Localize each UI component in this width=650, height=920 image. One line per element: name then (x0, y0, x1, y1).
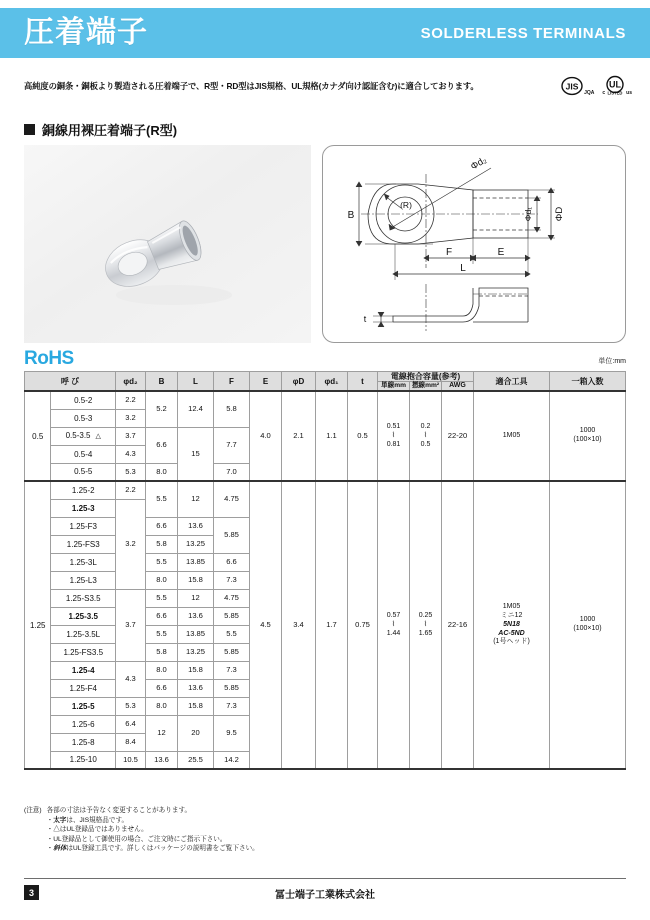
dim-cell-phi_d2: 4.3 (116, 445, 146, 463)
dim-cell-b: 6.6 (146, 517, 178, 535)
certification-marks (561, 75, 632, 97)
note-item-1: 各部の寸法は予告なく変更することがあります。 (46, 807, 192, 814)
capacity-strand-cell: 0.2 ⌇ 0.5 (410, 391, 442, 481)
footer-divider (24, 878, 626, 879)
intro-row (0, 66, 650, 106)
drawing-label-phi-d1: Φd₁ (523, 206, 533, 222)
dim-cell-b: 5.2 (146, 391, 178, 427)
jis-body-label: JQA (584, 90, 595, 96)
note-item-5: ・斜体はUL登録工具です。詳しくはパッケージの説明書をご覧下さい。 (46, 845, 259, 853)
col-header-e: E (250, 372, 282, 392)
dim-cell-phi_d2: 3.7 (116, 427, 146, 445)
drawing-label-phi-D: ΦD (554, 206, 565, 222)
dim-cell-b: 5.5 (146, 481, 178, 517)
capacity-strand-cell: 0.25 ⌇ 1.65 (410, 481, 442, 769)
ul-exclusion-mark-icon: △ (95, 433, 101, 441)
dim-cell-b: 5.5 (146, 589, 178, 607)
dim-cell-l: 15.8 (178, 571, 214, 589)
notes-label: (注意) (24, 807, 42, 814)
dim-cell-f: 7.3 (214, 571, 250, 589)
dim-cell-f: 9.5 (214, 715, 250, 751)
company-name: 冨士端子工業株式会社 (275, 890, 375, 901)
note-italic-term: 斜体 (53, 845, 67, 853)
terminal-name-cell: 1.25-F4 (51, 679, 116, 697)
page-header-banner (0, 8, 650, 58)
dim-cell-phi_d2: 4.3 (116, 661, 146, 697)
terminal-name-cell: 1.25-3.5 (51, 607, 116, 625)
dim-cell-l: 20 (178, 715, 214, 751)
dim-cell-b: 6.6 (146, 679, 178, 697)
svg-text:UL: UL (609, 79, 622, 90)
dim-cell-f: 7.3 (214, 697, 250, 715)
terminal-dimension-diagram (323, 146, 625, 342)
dim-cell-phi_d2: 5.3 (116, 463, 146, 481)
drawing-label-r: (R) (400, 200, 412, 210)
drawing-label-t: t (363, 314, 367, 324)
col-header-awg: AWG (442, 382, 474, 392)
ring-terminal-photo-icon (24, 145, 311, 343)
page-number: 3 (24, 885, 39, 900)
terminal-name-cell: 1.25-8 (51, 733, 116, 751)
dim-cell-f: 5.85 (214, 607, 250, 625)
dim-cell-l: 13.25 (178, 535, 214, 553)
dim-cell-l: 13.25 (178, 643, 214, 661)
dim-cell-f: 6.6 (214, 553, 250, 571)
terminal-name-cell: 1.25-F3 (51, 517, 116, 535)
tool-cell: 1M05 ミニ12 5N18 AC-5ND (1号ヘッド) (474, 481, 550, 769)
dim-cell-b: 5.8 (146, 535, 178, 553)
square-bullet-icon (24, 124, 35, 135)
dim-cell-l: 12 (178, 589, 214, 607)
dim-cell-f: 4.75 (214, 589, 250, 607)
col-header-box: 一箱入数 (550, 372, 626, 392)
dim-cell-b: 5.5 (146, 625, 178, 643)
rohs-badge: RoHS (24, 348, 74, 369)
table-head (25, 372, 626, 392)
notes-list (47, 806, 259, 854)
terminal-name-cell: 1.25-3 (51, 499, 116, 517)
dim-cell-b: 5.5 (146, 553, 178, 571)
note-item-4: ・UL登録品として御使用の場合、ご注文時にご指示下さい。 (46, 835, 227, 843)
table-row (25, 391, 626, 409)
col-header-f: F (214, 372, 250, 392)
terminal-name-cell: 1.25-3.5L (51, 625, 116, 643)
col-header-phi-d2: φd₂ (116, 372, 146, 392)
dim-cell-l: 13.85 (178, 625, 214, 643)
dim-cell-phi-D: 3.4 (282, 481, 316, 769)
product-photo (24, 145, 311, 343)
dim-cell-l: 13.6 (178, 517, 214, 535)
dim-cell-l: 13.85 (178, 553, 214, 571)
terminal-name-cell: 0.5-4 (51, 445, 116, 463)
dim-cell-b: 6.6 (146, 607, 178, 625)
drawing-label-f: F (445, 247, 453, 258)
section-title (24, 120, 177, 139)
table-header-row-1 (25, 372, 626, 382)
dim-cell-b: 6.6 (146, 427, 178, 463)
dim-cell-phi_d2: 5.3 (116, 697, 146, 715)
page-title-en: SOLDERLESS TERMINALS (420, 24, 626, 42)
group-label-cell: 0.5 (25, 391, 51, 481)
dim-cell-phi_d2: 3.2 (116, 409, 146, 427)
dim-cell-f: 5.85 (214, 679, 250, 697)
drawing-label-l: L (460, 263, 466, 274)
dim-cell-phi_d2: 8.4 (116, 733, 146, 751)
dim-cell-phi-D: 2.1 (282, 391, 316, 481)
col-header-phi-d1: φd₁ (316, 372, 348, 392)
dim-cell-f: 7.3 (214, 661, 250, 679)
dim-cell-l: 15.8 (178, 661, 214, 679)
dim-cell-phi_d2: 2.2 (116, 391, 146, 409)
svg-text:LISTED: LISTED (607, 90, 623, 96)
dim-cell-b: 13.6 (146, 751, 178, 769)
table-body (25, 391, 626, 769)
dim-cell-b: 8.0 (146, 697, 178, 715)
col-header-capacity: 電線抱合容量(参考) (378, 372, 474, 382)
dim-cell-e: 4.0 (250, 391, 282, 481)
jis-certification-icon (561, 75, 594, 97)
capacity-awg-cell: 22-16 (442, 481, 474, 769)
terminal-name-cell: 1.25-4 (51, 661, 116, 679)
dim-cell-phi-d1: 1.7 (316, 481, 348, 769)
notes-header (24, 806, 454, 854)
dim-cell-b: 5.8 (146, 643, 178, 661)
dim-cell-l: 12.4 (178, 391, 214, 427)
dim-cell-e: 4.5 (250, 481, 282, 769)
dim-cell-l: 25.5 (178, 751, 214, 769)
dim-cell-f: 5.85 (214, 643, 250, 661)
terminal-name-cell: 0.5-2 (51, 391, 116, 409)
dim-cell-l: 12 (178, 481, 214, 517)
col-header-l: L (178, 372, 214, 392)
col-header-b: B (146, 372, 178, 392)
drawing-label-b: B (347, 210, 355, 221)
terminal-name-cell: 0.5-5 (51, 463, 116, 481)
dim-cell-b: 8.0 (146, 463, 178, 481)
specification-table-wrapper (24, 371, 626, 770)
dim-cell-b: 8.0 (146, 571, 178, 589)
dim-cell-l: 13.6 (178, 679, 214, 697)
dim-cell-f: 7.7 (214, 427, 250, 463)
terminal-name-cell: 1.25-5 (51, 697, 116, 715)
capacity-solid-cell: 0.57 ⌇ 1.44 (378, 481, 410, 769)
tool-cell: 1M05 (474, 391, 550, 481)
dim-cell-l: 15 (178, 427, 214, 481)
dim-cell-f: 5.5 (214, 625, 250, 643)
dim-cell-l: 15.8 (178, 697, 214, 715)
terminal-name-cell: 1.25-FS3 (51, 535, 116, 553)
dim-cell-f: 5.85 (214, 517, 250, 553)
ul-suffix-label: us (626, 90, 632, 96)
group-label-cell: 1.25 (25, 481, 51, 769)
col-header-name: 呼 び (25, 372, 116, 392)
dim-cell-l: 13.6 (178, 607, 214, 625)
svg-text:JIS: JIS (565, 81, 579, 92)
dim-cell-phi_d2: 6.4 (116, 715, 146, 733)
dimension-drawing-panel (322, 145, 626, 343)
dim-cell-phi_d2: 3.7 (116, 589, 146, 661)
ul-prefix-label: c (602, 90, 606, 96)
ul-certification-icon (601, 75, 632, 97)
dim-cell-phi-d1: 1.1 (316, 391, 348, 481)
capacity-solid-cell: 0.51 ⌇ 0.81 (378, 391, 410, 481)
dim-cell-phi_d2: 10.5 (116, 751, 146, 769)
terminal-name-cell: 1.25-6 (51, 715, 116, 733)
note-bold-term: 太字 (53, 816, 67, 824)
capacity-awg-cell: 22-20 (442, 391, 474, 481)
terminal-name-cell: 1.25-2 (51, 481, 116, 499)
table-row (25, 481, 626, 499)
drawing-label-e: E (497, 247, 505, 258)
intro-description: 高純度の銅条・銅板より製造される圧着端子で、R型・RD型はJIS規格、UL規格(カナダ向け認証含む)に適合しております。 (24, 80, 479, 91)
col-header-phi-D: φD (282, 372, 316, 392)
col-header-tool: 適合工具 (474, 372, 550, 392)
dim-cell-f: 4.75 (214, 481, 250, 517)
dim-cell-b: 8.0 (146, 661, 178, 679)
note-item-2: ・太字は、JIS規格品です。 (46, 816, 129, 824)
specification-table (24, 371, 626, 770)
dim-cell-f: 7.0 (214, 463, 250, 481)
terminal-name-cell: 0.5-3 (51, 409, 116, 427)
dim-cell-t: 0.5 (348, 391, 378, 481)
unit-label: 単位:mm (598, 358, 626, 365)
dim-cell-f: 14.2 (214, 751, 250, 769)
dim-cell-t: 0.75 (348, 481, 378, 769)
terminal-name-cell: 1.25-3L (51, 553, 116, 571)
dim-cell-b: 12 (146, 715, 178, 751)
terminal-name-cell: 1.25-S3.5 (51, 589, 116, 607)
terminal-name-cell: 0.5-3.5 △ (51, 427, 116, 445)
terminal-name-cell: 1.25-L3 (51, 571, 116, 589)
col-header-strand: 撚線mm² (410, 382, 442, 392)
dim-cell-phi_d2: 3.2 (116, 499, 146, 589)
box-quantity-cell: 1000 (100×10) (550, 481, 626, 769)
col-header-solid: 単線mm (378, 382, 410, 392)
drawing-label-phi-d2: Φd₂ (468, 154, 489, 173)
notes-block (24, 806, 454, 854)
box-quantity-cell: 1000 (100×10) (550, 391, 626, 481)
terminal-name-cell: 1.25-FS3.5 (51, 643, 116, 661)
note-item-3: ・△はUL登録品ではありません。 (46, 826, 148, 834)
dim-cell-f: 5.8 (214, 391, 250, 427)
terminal-name-cell: 1.25-10 (51, 751, 116, 769)
dim-cell-phi_d2: 2.2 (116, 481, 146, 499)
col-header-t: t (348, 372, 378, 392)
page-title-ja: 圧着端子 (24, 16, 148, 49)
section-title-label: 銅線用裸圧着端子(R型) (42, 123, 178, 138)
